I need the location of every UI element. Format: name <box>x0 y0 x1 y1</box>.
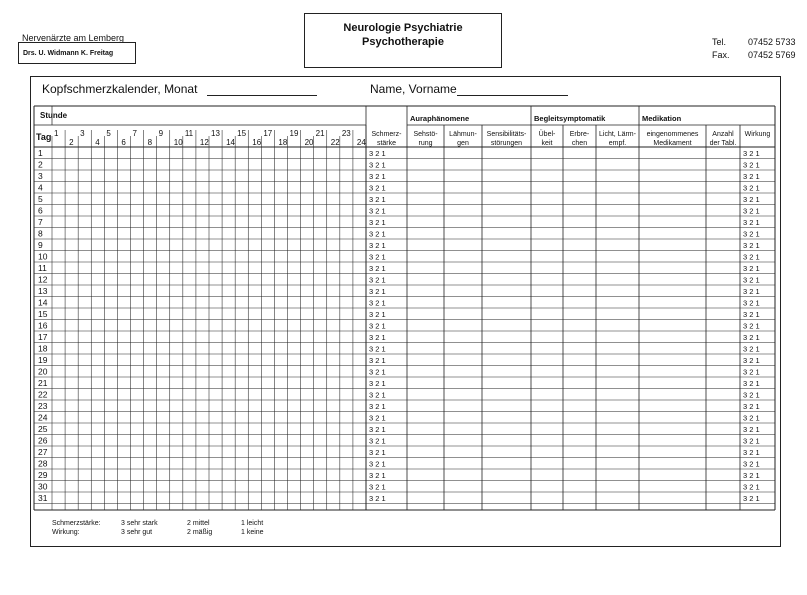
day-label: 21 <box>38 378 48 388</box>
hour-label-odd: 5 <box>106 129 111 138</box>
fax-label: Fax. <box>712 50 730 60</box>
legend-wirkung-1: 1 keine <box>241 529 264 536</box>
day-label: 1 <box>38 148 43 158</box>
schmerz-scale: 3 2 1 <box>369 321 386 331</box>
schmerz-scale: 3 2 1 <box>369 425 386 434</box>
schmerz-header: stärke <box>376 140 397 147</box>
legend-schmerz-3: 3 sehr stark <box>121 520 158 527</box>
hour-label-odd: 15 <box>237 129 247 138</box>
aura-col-header: Lähmun- <box>449 131 477 138</box>
legend-schmerz-2: 2 mittel <box>187 520 210 527</box>
schmerz-scale: 3 2 1 <box>369 149 386 158</box>
day-label: 10 <box>38 251 48 262</box>
aura-col-header: gen <box>457 140 469 147</box>
schmerz-scale: 3 2 1 <box>369 172 386 181</box>
hour-label-odd: 19 <box>289 129 299 138</box>
wirkung-scale: 3 2 1 <box>743 448 760 457</box>
month-label: Kopfschmerzkalender, Monat <box>42 82 198 96</box>
wirkung-scale: 3 2 1 <box>743 195 760 204</box>
aura-col-header: störungen <box>490 140 523 147</box>
wirkung-scale: 3 2 1 <box>743 287 760 296</box>
wirkung-scale: 3 2 1 <box>743 333 760 342</box>
title-line-2: Psychotherapie <box>362 36 444 48</box>
wirkung-scale: 3 2 1 <box>743 218 760 227</box>
day-label: 29 <box>38 470 48 480</box>
doctors-box: Drs. U. Widmann K. Freitag <box>18 42 136 64</box>
practice-name: Nervenärzte am Lemberg <box>22 33 125 43</box>
day-label: 6 <box>38 205 43 216</box>
schmerz-scale: 3 2 1 <box>369 183 386 193</box>
day-label: 23 <box>38 401 48 411</box>
begleit-col-header: Übel- <box>538 131 556 138</box>
schmerz-scale: 3 2 1 <box>369 252 386 262</box>
hour-label-odd: 17 <box>263 129 273 138</box>
wirkung-scale: 3 2 1 <box>743 264 760 273</box>
hour-label-even: 16 <box>252 138 262 147</box>
wirkung-scale: 3 2 1 <box>743 459 760 469</box>
legend-schmerz-1: 1 leicht <box>241 520 264 527</box>
hour-label-odd: 7 <box>132 129 137 138</box>
schmerz-scale: 3 2 1 <box>369 310 386 319</box>
title-line-1: Neurologie Psychiatrie <box>343 22 463 34</box>
legend-wirkung-3: 3 sehr gut <box>121 529 153 536</box>
begleit-col-header: Licht, Lärm- <box>599 131 636 138</box>
day-label: 25 <box>38 424 48 434</box>
wirkung-scale: 3 2 1 <box>743 229 760 239</box>
fax-value: 07452 5769 <box>748 50 796 60</box>
day-label: 19 <box>38 355 48 365</box>
schmerz-scale: 3 2 1 <box>369 298 386 308</box>
wirkung-scale: 3 2 1 <box>743 436 760 446</box>
wirkung-scale: 3 2 1 <box>743 356 760 365</box>
day-label: 14 <box>38 297 48 308</box>
day-label: 30 <box>38 481 48 492</box>
legend-schmerz-label: Schmerzstärke: <box>52 520 101 527</box>
schmerz-scale: 3 2 1 <box>369 367 386 377</box>
med-col-header: der Tabl. <box>709 140 737 147</box>
wirkung-scale: 3 2 1 <box>743 344 760 354</box>
wirkung-scale: 3 2 1 <box>743 275 760 285</box>
name-label: Name, Vorname <box>370 82 457 96</box>
hour-label-even: 22 <box>330 138 340 147</box>
legend-wirkung-label: Wirkung: <box>52 529 80 536</box>
wirkung-scale: 3 2 1 <box>743 367 760 377</box>
schmerz-scale: 3 2 1 <box>369 229 386 239</box>
wirkung-scale: 3 2 1 <box>743 321 760 331</box>
wirkung-scale: 3 2 1 <box>743 390 760 400</box>
aura-col-header: Sehstö- <box>413 131 438 138</box>
schmerz-scale: 3 2 1 <box>369 275 386 285</box>
schmerz-scale: 3 2 1 <box>369 287 386 296</box>
day-label: 4 <box>38 182 43 193</box>
wirkung-scale: 3 2 1 <box>743 172 760 181</box>
schmerz-scale: 3 2 1 <box>369 482 386 492</box>
wirkung-scale: 3 2 1 <box>743 241 760 250</box>
day-label: 3 <box>38 171 43 181</box>
day-label: 20 <box>38 366 48 377</box>
wirkung-scale: 3 2 1 <box>743 482 760 492</box>
hour-label-even: 6 <box>121 138 126 147</box>
schmerz-scale: 3 2 1 <box>369 160 386 170</box>
aura-group-header: Auraphänomene <box>410 114 470 123</box>
schmerz-header: Schmerz- <box>371 131 402 138</box>
wirkung-scale: 3 2 1 <box>743 494 760 503</box>
day-label: 5 <box>38 194 43 204</box>
wirkung-scale: 3 2 1 <box>743 298 760 308</box>
hour-label-even: 4 <box>95 138 100 147</box>
schmerz-scale: 3 2 1 <box>369 436 386 446</box>
schmerz-scale: 3 2 1 <box>369 356 386 365</box>
hour-label-even: 24 <box>356 138 366 147</box>
day-label: 12 <box>38 274 48 285</box>
med-col-header: eingenommenes <box>646 131 699 138</box>
wirkung-scale: 3 2 1 <box>743 149 760 158</box>
schmerz-scale: 3 2 1 <box>369 413 386 423</box>
schmerz-scale: 3 2 1 <box>369 471 386 480</box>
day-label: 7 <box>38 217 43 227</box>
wirkung-scale: 3 2 1 <box>743 402 760 411</box>
day-label: 27 <box>38 447 48 457</box>
schmerz-scale: 3 2 1 <box>369 218 386 227</box>
day-label: 24 <box>38 412 48 423</box>
schmerz-scale: 3 2 1 <box>369 459 386 469</box>
hour-label-odd: 9 <box>158 129 164 138</box>
day-label: 31 <box>38 493 48 503</box>
hour-label-odd: 23 <box>341 129 351 138</box>
hour-label-odd: 21 <box>315 129 325 138</box>
schmerz-scale: 3 2 1 <box>369 379 386 388</box>
hour-label-even: 8 <box>147 138 153 147</box>
day-label: 28 <box>38 458 48 469</box>
begleit-col-header: Erbre- <box>569 131 590 138</box>
wirkung-header: Wirkung <box>744 131 771 138</box>
day-label: 18 <box>38 343 48 354</box>
day-label: 9 <box>38 240 43 250</box>
begleit-col-header: empf. <box>608 140 627 147</box>
day-label: 2 <box>38 159 43 170</box>
hour-label-even: 18 <box>278 138 288 147</box>
wirkung-scale: 3 2 1 <box>743 160 760 170</box>
hour-label-even: 10 <box>173 138 183 147</box>
day-label: 22 <box>38 389 48 400</box>
day-label: 11 <box>38 263 47 273</box>
hour-label-odd: 1 <box>54 129 59 138</box>
aura-col-header: rung <box>418 140 433 147</box>
legend-wirkung-2: 2 mäßig <box>187 529 213 536</box>
hour-label-even: 20 <box>304 138 314 147</box>
day-label: 8 <box>38 228 43 239</box>
wirkung-scale: 3 2 1 <box>743 425 760 434</box>
tag-header: Tag <box>36 132 52 142</box>
wirkung-scale: 3 2 1 <box>743 471 760 480</box>
med-col-header: Anzahl <box>712 131 734 138</box>
med-group-header: Medikation <box>642 114 682 123</box>
hour-label-odd: 11 <box>184 129 194 138</box>
schmerz-scale: 3 2 1 <box>369 344 386 354</box>
hour-label-even: 2 <box>69 138 74 147</box>
schmerz-scale: 3 2 1 <box>369 195 386 204</box>
schmerz-scale: 3 2 1 <box>369 241 386 250</box>
schmerz-scale: 3 2 1 <box>369 333 386 342</box>
schmerz-scale: 3 2 1 <box>369 448 386 457</box>
schmerz-scale: 3 2 1 <box>369 402 386 411</box>
tel-label: Tel. <box>712 37 727 47</box>
day-label: 16 <box>38 320 48 331</box>
hour-label-odd: 3 <box>80 129 85 138</box>
day-label: 17 <box>38 332 48 342</box>
aura-col-header: Sensibilitäts- <box>486 131 527 138</box>
schmerz-scale: 3 2 1 <box>369 390 386 400</box>
wirkung-scale: 3 2 1 <box>743 413 760 423</box>
day-label: 26 <box>38 435 48 446</box>
hour-label-odd: 13 <box>211 129 220 138</box>
med-col-header: Medikament <box>653 140 692 147</box>
begleit-group-header: Begleitsymptomatik <box>534 114 606 123</box>
begleit-col-header: keit <box>541 140 553 147</box>
hour-label-even: 14 <box>226 138 235 147</box>
wirkung-scale: 3 2 1 <box>743 252 760 262</box>
hour-label-even: 12 <box>199 138 209 147</box>
wirkung-scale: 3 2 1 <box>743 310 760 319</box>
schmerz-scale: 3 2 1 <box>369 264 386 273</box>
tel-value: 07452 5733 <box>748 37 796 47</box>
day-label: 15 <box>38 309 48 319</box>
begleit-col-header: chen <box>571 140 588 147</box>
wirkung-scale: 3 2 1 <box>743 183 760 193</box>
schmerz-scale: 3 2 1 <box>369 206 386 216</box>
schmerz-scale: 3 2 1 <box>369 494 386 503</box>
wirkung-scale: 3 2 1 <box>743 379 760 388</box>
stunde-header: Stunde <box>40 111 68 120</box>
day-label: 13 <box>38 286 48 296</box>
wirkung-scale: 3 2 1 <box>743 206 760 216</box>
